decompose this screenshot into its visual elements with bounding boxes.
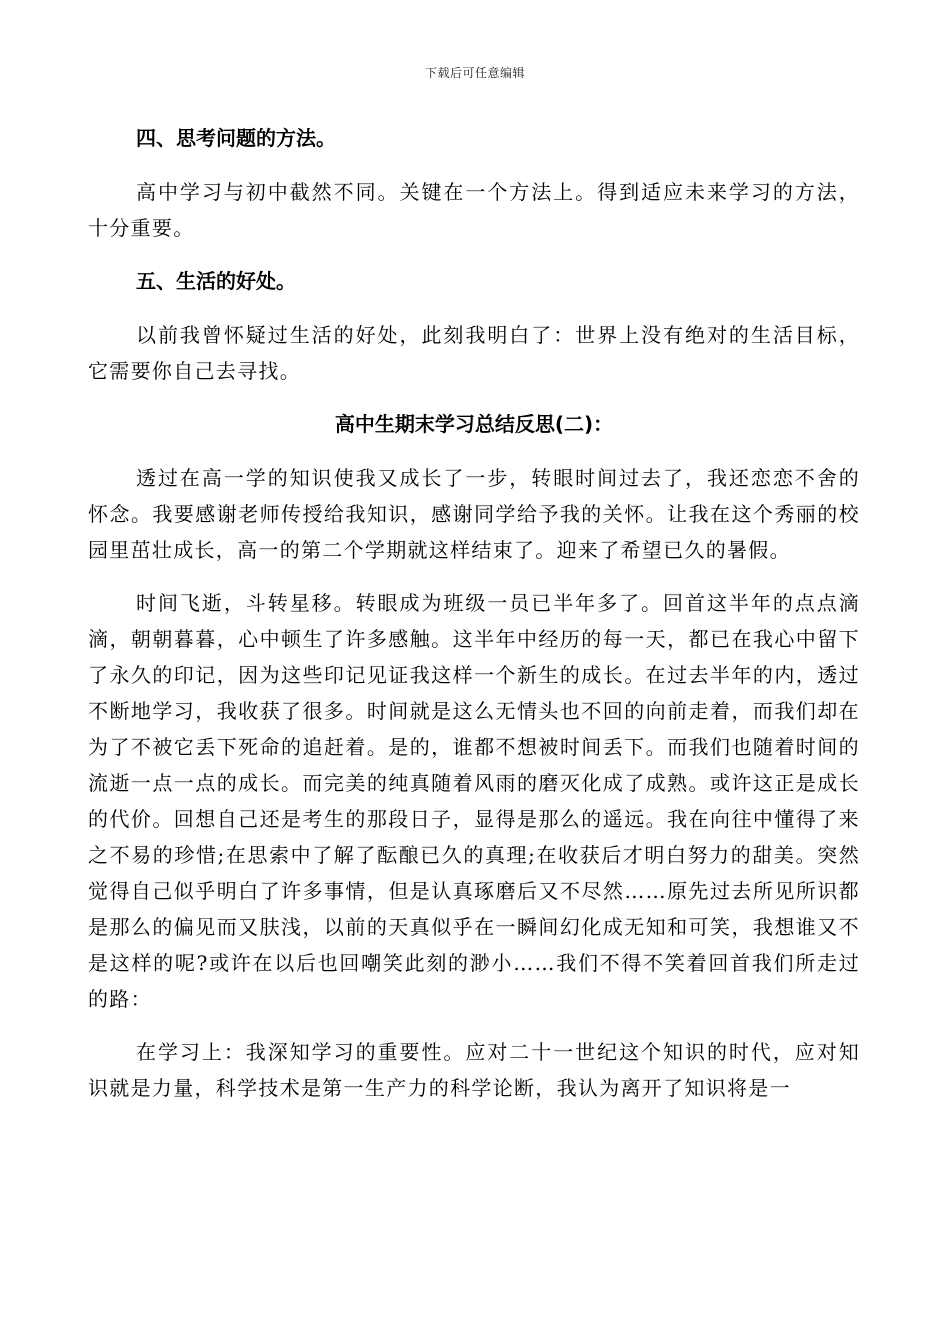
article-paragraph-1: 透过在高一学的知识使我又成长了一步，转眼时间过去了，我还恋恋不舍的怀念。我要感谢老师传授给我知识，感谢同学给予我的关怀。让我在这个秀丽的校园里茁壮成长，高一的第二个学期就这样结束了。迎来了希望已久的暑假。 bbox=[88, 466, 860, 562]
article-paragraph-2: 时间飞逝，斗转星移。转眼成为班级一员已半年多了。回首这半年的点点滴滴，朝朝暮暮，心中顿生了许多感触。这半年中经历的每一天，都已在我心中留下了永久的印记，因为这些印记见证我这样一个新生的成长。在过去半年的内，透过不断地学习，我收获了很多。时间就是这么无情头也不回的向前走着，而我们却在为了不被它丢下死命的追赶着。是的，谁都不想被时间丢下。而我们也随着时间的流逝一点一点的成长。而完美的纯真随着风雨的磨灭化成了成熟。或许这正是成长的代价。回想自己还是考生的那段日子，显得是那么的遥远。我在向往中懂得了来之不易的珍惜;在思索中了解了酝酿已久的真理;在收获后才明白努力的甜美。突然觉得自己似乎明白了许多事情，但是认真琢磨后又不尽然……原先过去所见所识都是那么的偏见而又肤浅，以前的天真似乎在一瞬间幻化成无知和可笑，我想谁又不是这样的呢?或许在以后也回嘲笑此刻的渺小……我们不得不笑着回首我们所走过的路： bbox=[88, 591, 860, 1011]
section-heading-4: 四、思考问题的方法。 bbox=[136, 126, 336, 150]
article-paragraph-3: 在学习上：我深知学习的重要性。应对二十一世纪这个知识的时代，应对知识就是力量，科学技术是第一生产力的科学论断，我认为离开了知识将是一 bbox=[88, 1040, 860, 1100]
section-paragraph-4: 高中学习与初中截然不同。关键在一个方法上。得到适应未来学习的方法，十分重要。 bbox=[88, 180, 860, 240]
article-title: 高中生期末学习总结反思(二)： bbox=[334, 412, 614, 436]
section-paragraph-5: 以前我曾怀疑过生活的好处，此刻我明白了：世界上没有绝对的生活目标，它需要你自己去寻找。 bbox=[88, 323, 860, 383]
document-body bbox=[88, 120, 860, 1123]
section-heading-5: 五、生活的好处。 bbox=[136, 269, 296, 293]
page-header-note: 下载后可任意编辑 bbox=[424, 66, 525, 80]
